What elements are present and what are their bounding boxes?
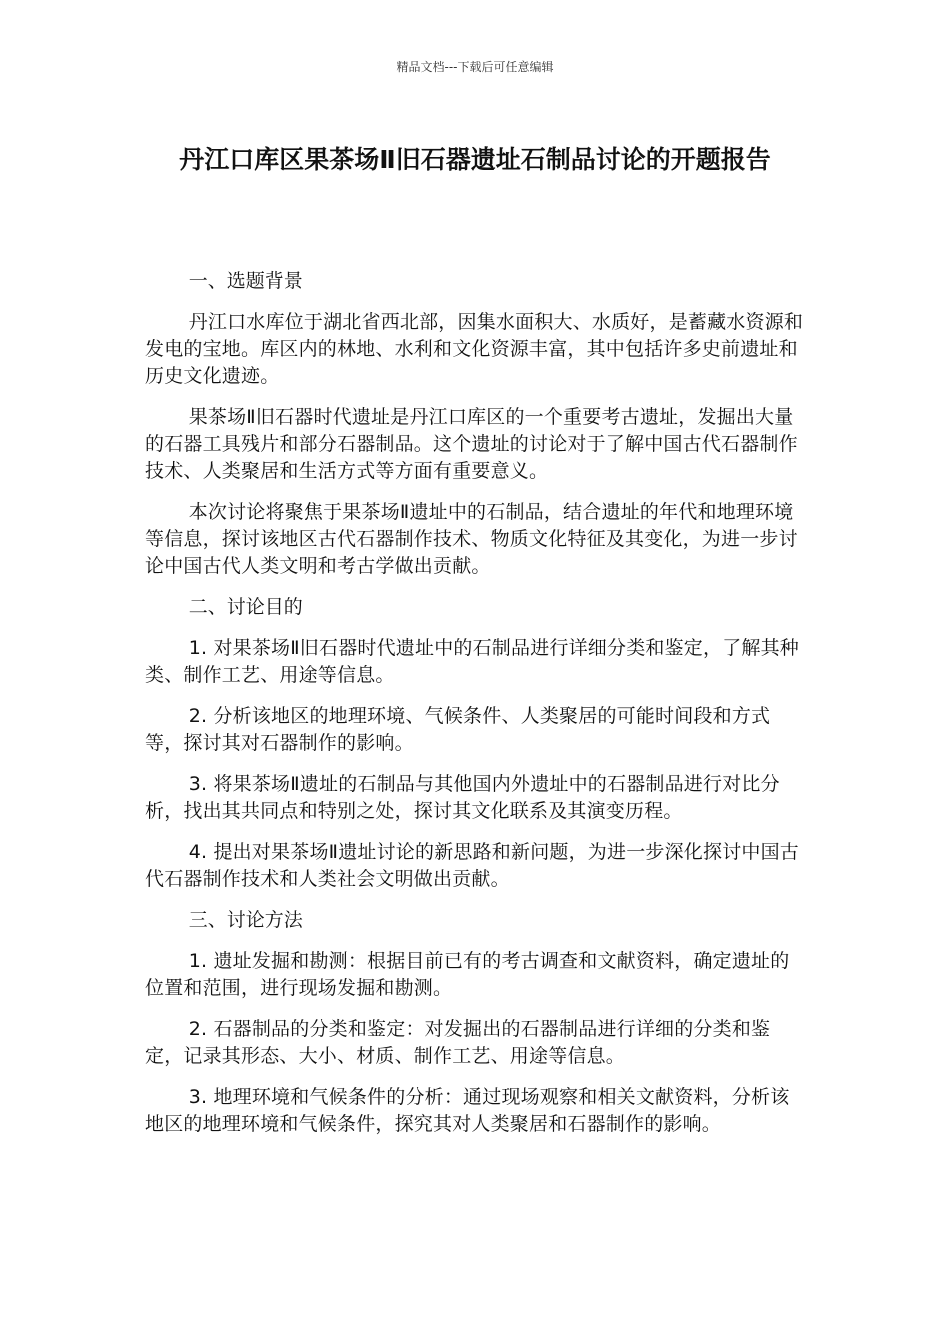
list-item: 4. 提出对果茶场Ⅱ遗址讨论的新思路和新问题，为进一步深化探讨中国古代石器制作技术和人类社会文明做出贡献。: [145, 841, 800, 890]
list-item: 1. 遗址发掘和勘测：根据目前已有的考古调查和文献资料，确定遗址的位置和范围，进行现场发掘和勘测。: [145, 950, 790, 999]
paragraph: 丹江口水库位于湖北省西北部，因集水面积大、水质好，是蓄藏水资源和发电的宝地。库区内的林地、水利和文化资源丰富，其中包括许多史前遗址和历史文化遗迹。: [145, 311, 804, 387]
list-item: 2. 分析该地区的地理环境、气候条件、人类聚居的可能时间段和方式等，探讨其对石器制作的影响。: [145, 705, 771, 754]
header-note: 精品文档---下载后可任意编辑: [396, 60, 554, 74]
document-title: 丹江口库区果茶场Ⅱ旧石器遗址石制品讨论的开题报告: [179, 145, 771, 174]
paragraph: 果茶场Ⅱ旧石器时代遗址是丹江口库区的一个重要考古遗址，发掘出大量的石器工具残片和部分石器制品。这个遗址的讨论对于了解中国古代石器制作技术、人类聚居和生活方式等方面有重要意义。: [145, 406, 798, 482]
paragraph: 本次讨论将聚焦于果茶场Ⅱ遗址中的石制品，结合遗址的年代和地理环境等信息，探讨该地区古代石器制作技术、物质文化特征及其变化，为进一步讨论中国古代人类文明和考古学做出贡献。: [145, 501, 798, 577]
list-item: 2. 石器制品的分类和鉴定：对发掘出的石器制品进行详细的分类和鉴定，记录其形态、大小、材质、制作工艺、用途等信息。: [145, 1018, 771, 1067]
list-item: 3. 地理环境和气候条件的分析：通过现场观察和相关文献资料，分析该地区的地理环境和气候条件，探究其对人类聚居和石器制作的影响。: [145, 1086, 790, 1135]
section-heading-background: 一、选题背景: [188, 270, 303, 292]
section-heading-purpose: 二、讨论目的: [188, 596, 303, 618]
list-item: 1. 对果茶场Ⅱ旧石器时代遗址中的石制品进行详细分类和鉴定，了解其种类、制作工艺、用途等信息。: [145, 637, 800, 686]
list-item: 3. 将果茶场Ⅱ遗址的石制品与其他国内外遗址中的石器制品进行对比分析，找出其共同点和特别之处，探讨其文化联系及其演变历程。: [145, 773, 780, 822]
section-heading-methods: 三、讨论方法: [188, 909, 303, 931]
document-body: [145, 268, 805, 1152]
